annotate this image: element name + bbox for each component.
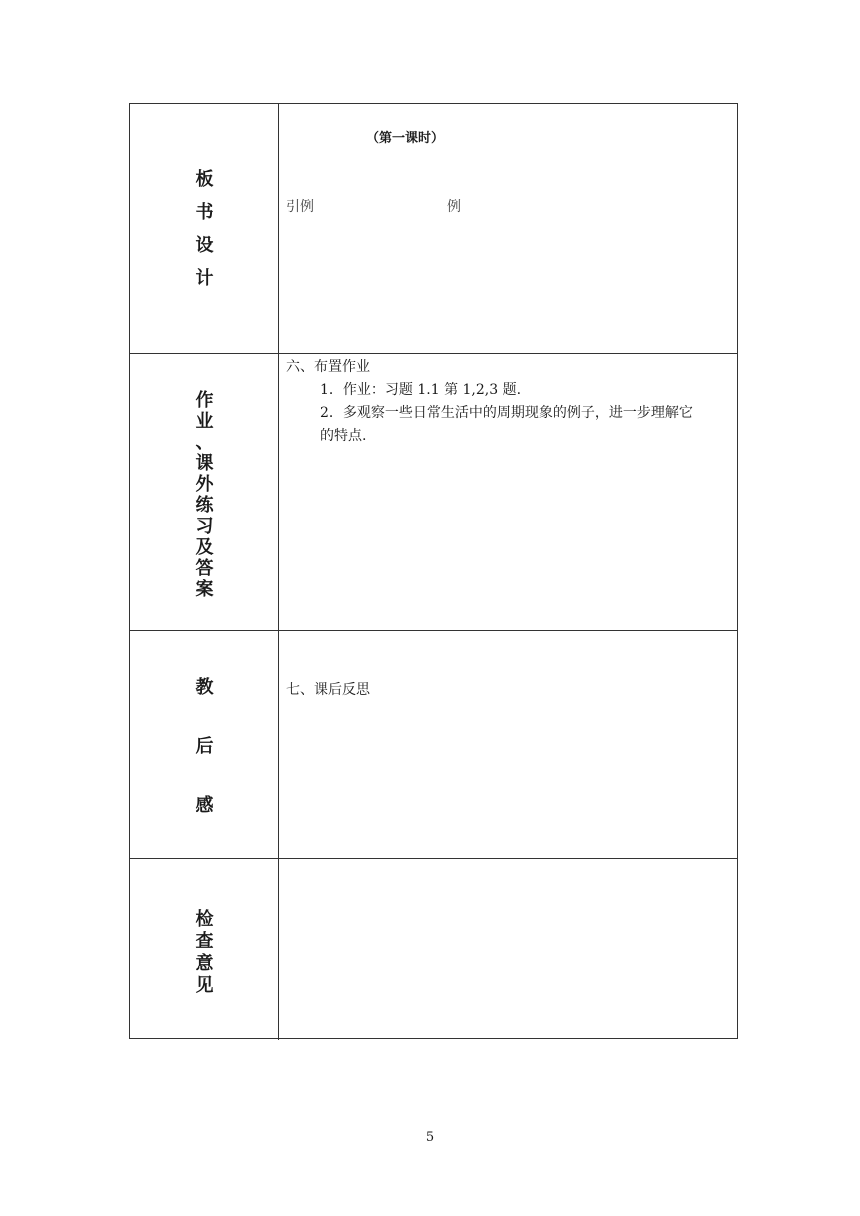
label-char: 课 [195, 453, 214, 474]
homework-item-1: 1．作业：习题 1.1 第 1,2,3 题. [320, 382, 522, 398]
label-char: 习 [195, 516, 214, 537]
reflection-label-cell [130, 631, 279, 858]
board-design-label [130, 171, 279, 288]
homework-item-2-line-1: 2．多观察一些日常生活中的周期现象的例子，进一步理解它 [320, 405, 693, 421]
review-row [130, 859, 737, 1040]
label-char: 意 [195, 953, 214, 974]
reflection-heading: 七、课后反思 [286, 682, 370, 698]
label-char: 及 [195, 537, 214, 558]
board-design-content [279, 104, 737, 353]
label-char: 答 [195, 558, 214, 579]
label-char: 练 [195, 495, 214, 516]
board-design-row [130, 104, 737, 354]
review-content [279, 859, 737, 1040]
label-char: 查 [195, 931, 214, 952]
label-char: 书 [195, 202, 214, 223]
example-intro-text: 引例 [286, 199, 314, 215]
board-design-label-cell [130, 104, 279, 353]
label-char: 板 [195, 169, 214, 190]
label-char: 作 [195, 390, 214, 411]
reflection-row [130, 631, 737, 859]
homework-row [130, 354, 737, 631]
label-char: 业 [195, 411, 214, 432]
example-text: 例 [447, 199, 461, 215]
homework-item-2-line-2: 的特点. [320, 428, 367, 444]
homework-content [279, 354, 737, 630]
homework-label [130, 392, 279, 599]
label-char: 感 [195, 795, 214, 816]
review-label-cell [130, 859, 279, 1040]
label-char: 、 [195, 432, 214, 453]
page-number: 5 [425, 1130, 435, 1145]
label-char: 见 [195, 975, 214, 996]
reflection-label [130, 679, 279, 815]
lesson-plan-table [129, 103, 738, 1039]
lesson-title: （第一课时） [366, 131, 445, 146]
label-char: 外 [195, 474, 214, 495]
label-char: 检 [195, 909, 214, 930]
label-char: 计 [195, 268, 214, 289]
homework-heading: 六、布置作业 [286, 359, 370, 375]
reflection-content [279, 631, 737, 858]
homework-label-cell [130, 354, 279, 630]
label-char: 案 [195, 579, 214, 600]
review-label [130, 911, 279, 995]
label-char: 后 [195, 736, 214, 757]
label-char: 教 [195, 677, 214, 698]
label-char: 设 [195, 235, 214, 256]
